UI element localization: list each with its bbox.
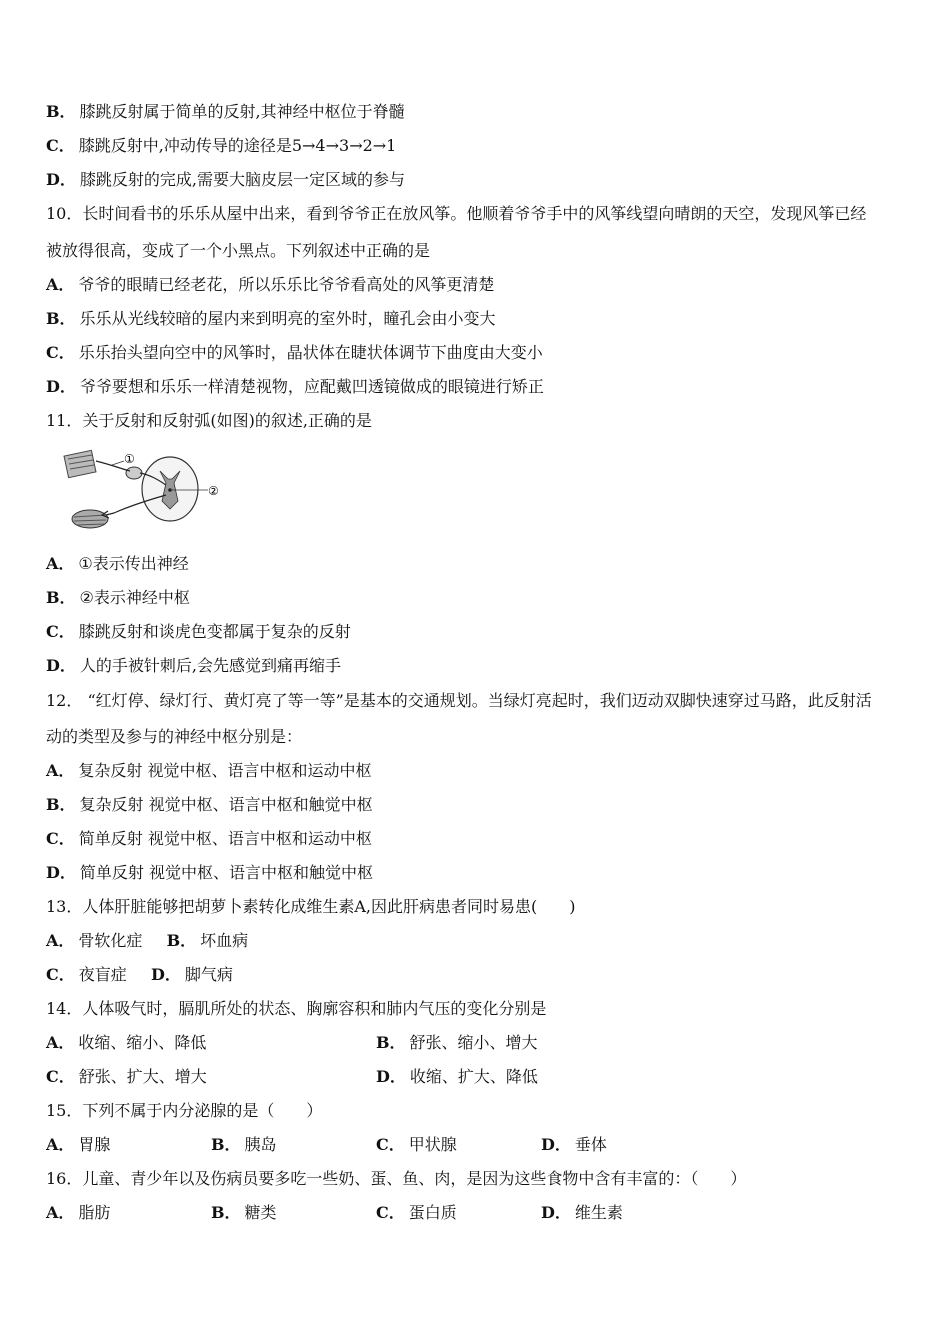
option-label: B． <box>46 309 76 328</box>
q11-option-c <box>46 622 351 642</box>
q9-option-b <box>46 102 405 122</box>
q14-stem: 14．人体吸气时，膈肌所处的状态、胸廓容积和肺内气压的变化分别是 <box>46 999 547 1018</box>
q16-option-b <box>211 1203 277 1223</box>
option-label: B． <box>166 931 197 950</box>
q12-option-d <box>46 863 373 883</box>
option-label: C． <box>46 829 75 848</box>
option-text: 脂肪 <box>78 1203 111 1222</box>
option-text: 糖类 <box>244 1203 277 1222</box>
option-label: C． <box>376 1135 405 1154</box>
option-label: A． <box>46 761 75 780</box>
option-label: C． <box>46 1067 75 1086</box>
q9-option-c <box>46 136 396 156</box>
option-text: 膝跳反射中,冲动传导的途径是5→4→3→2→1 <box>78 136 397 155</box>
q10-option-b <box>46 309 496 329</box>
q14-option-b <box>376 1033 538 1053</box>
option-text: 膝跳反射的完成,需要大脑皮层一定区域的参与 <box>79 170 405 189</box>
option-text: 膝跳反射和谈虎色变都属于复杂的反射 <box>78 622 351 641</box>
receptor-skin-icon <box>64 450 96 477</box>
option-label: D． <box>376 1067 406 1086</box>
option-label: D． <box>46 170 76 189</box>
option-text: 简单反射 视觉中枢、语言中枢和触觉中枢 <box>79 863 373 882</box>
option-text: 人的手被针刺后,会先感觉到痛再缩手 <box>79 656 341 675</box>
q10-option-a <box>46 275 494 295</box>
option-text: 乐乐从光线较暗的屋内来到明亮的室外时，瞳孔会由小变大 <box>79 309 496 328</box>
option-text: 简单反射 视觉中枢、语言中枢和运动中枢 <box>78 829 372 848</box>
option-label: B． <box>46 588 76 607</box>
q11-option-d <box>46 656 341 676</box>
option-label: B． <box>46 795 76 814</box>
q12-option-b <box>46 795 373 815</box>
q15-option-d <box>541 1135 607 1155</box>
option-text: 复杂反射 视觉中枢、语言中枢和触觉中枢 <box>79 795 373 814</box>
option-label: B． <box>211 1203 241 1222</box>
option-text: 脚气病 <box>184 965 233 984</box>
q15-stem: 15．下列不属于内分泌腺的是（ ） <box>46 1101 323 1120</box>
option-text: 舒张、缩小、增大 <box>409 1033 538 1052</box>
option-label: C． <box>46 136 75 155</box>
q14-option-c <box>46 1067 207 1087</box>
option-label: D． <box>46 863 76 882</box>
option-label: B． <box>376 1033 406 1052</box>
option-text: 乐乐抬头望向空中的风筝时，晶状体在睫状体调节下曲度由大变小 <box>78 343 543 362</box>
option-text: 舒张、扩大、增大 <box>78 1067 207 1086</box>
q11-option-a <box>46 554 189 574</box>
q12-stem-line2: 动的类型及参与的神经中枢分别是： <box>46 727 303 746</box>
option-label: A． <box>46 1033 75 1052</box>
option-text: 甲状腺 <box>408 1135 457 1154</box>
option-label: D． <box>46 656 76 675</box>
option-label: A． <box>46 275 75 294</box>
option-text: ②表示神经中枢 <box>79 588 190 607</box>
label-leader-line <box>112 461 124 465</box>
q16-stem: 16．儿童、青少年以及伤病员要多吃一些奶、蛋、鱼、肉，是因为这些食物中含有丰富的：（ ） <box>46 1169 747 1188</box>
option-text: 复杂反射 视觉中枢、语言中枢和运动中枢 <box>78 761 372 780</box>
option-label: C． <box>376 1203 405 1222</box>
q13-stem: 13．人体肝脏能够把胡萝卜素转化成维生素A,因此肝病患者同时易患( ) <box>46 897 576 916</box>
option-text: 夜盲症 <box>78 965 127 984</box>
option-label: C． <box>46 622 75 641</box>
q16-option-c <box>376 1203 457 1223</box>
ganglion-icon <box>126 467 142 479</box>
option-text: 垂体 <box>574 1135 607 1154</box>
figure-label-2: ② <box>208 484 219 498</box>
q11-stem: 11．关于反射和反射弧(如图)的叙述,正确的是 <box>46 411 372 430</box>
option-text: 维生素 <box>574 1203 623 1222</box>
option-label: D． <box>541 1203 571 1222</box>
figure-label-1: ① <box>124 452 135 466</box>
option-label: B． <box>211 1135 241 1154</box>
q11-option-b <box>46 588 190 608</box>
option-text: 爷爷要想和乐乐一样清楚视物，应配戴凹透镜做成的眼镜进行矫正 <box>79 377 544 396</box>
q14-option-a <box>46 1033 206 1053</box>
option-text: 收缩、扩大、降低 <box>409 1067 538 1086</box>
spinal-cord-icon <box>142 457 198 521</box>
option-text: ①表示传出神经 <box>78 554 189 573</box>
q12-option-c <box>46 829 372 849</box>
q10-option-c <box>46 343 543 363</box>
q15-option-a <box>46 1135 110 1155</box>
option-text: 收缩、缩小、降低 <box>78 1033 207 1052</box>
option-label: D． <box>150 965 181 984</box>
q16-option-d <box>541 1203 623 1223</box>
option-text: 坏血病 <box>200 931 249 950</box>
option-text: 胰岛 <box>244 1135 277 1154</box>
q13-options-row2 <box>46 965 233 985</box>
q12-option-a <box>46 761 372 781</box>
option-label: B． <box>46 102 76 121</box>
q16-option-a <box>46 1203 110 1223</box>
q13-options-row1 <box>46 931 248 951</box>
q10-stem-line2: 被放得很高，变成了一个小黑点。下列叙述中正确的是 <box>46 241 431 260</box>
option-text: 爷爷的眼睛已经老花，所以乐乐比爷爷看高处的风筝更清楚 <box>78 275 495 294</box>
q15-option-c <box>376 1135 457 1155</box>
q12-stem-line1: 12． “红灯停、绿灯行、黄灯亮了等一等”是基本的交通规划。当绿灯亮起时，我们迈动双脚快速穿过马路，此反射活 <box>46 691 872 710</box>
q15-option-b <box>211 1135 277 1155</box>
option-label: A． <box>46 554 75 573</box>
option-text: 胃腺 <box>78 1135 111 1154</box>
option-label: C． <box>46 343 75 362</box>
q9-option-d <box>46 170 405 190</box>
option-label: A． <box>46 931 75 950</box>
q10-option-d <box>46 377 544 397</box>
option-text: 蛋白质 <box>408 1203 457 1222</box>
option-label: D． <box>46 377 76 396</box>
option-label: A． <box>46 1203 75 1222</box>
option-text: 膝跳反射属于简单的反射,其神经中枢位于脊髓 <box>79 102 405 121</box>
reflex-arc-figure <box>62 443 232 538</box>
option-label: D． <box>541 1135 571 1154</box>
option-text: 骨软化症 <box>78 931 143 950</box>
q14-option-d <box>376 1067 538 1087</box>
option-label: C． <box>46 965 75 984</box>
option-label: A． <box>46 1135 75 1154</box>
q10-stem-line1: 10．长时间看书的乐乐从屋中出来，看到爷爷正在放风筝。他顺着爷爷手中的风筝线望向晴朗的天空，发现风筝已经 <box>46 204 867 223</box>
effector-muscle-icon <box>72 510 108 528</box>
